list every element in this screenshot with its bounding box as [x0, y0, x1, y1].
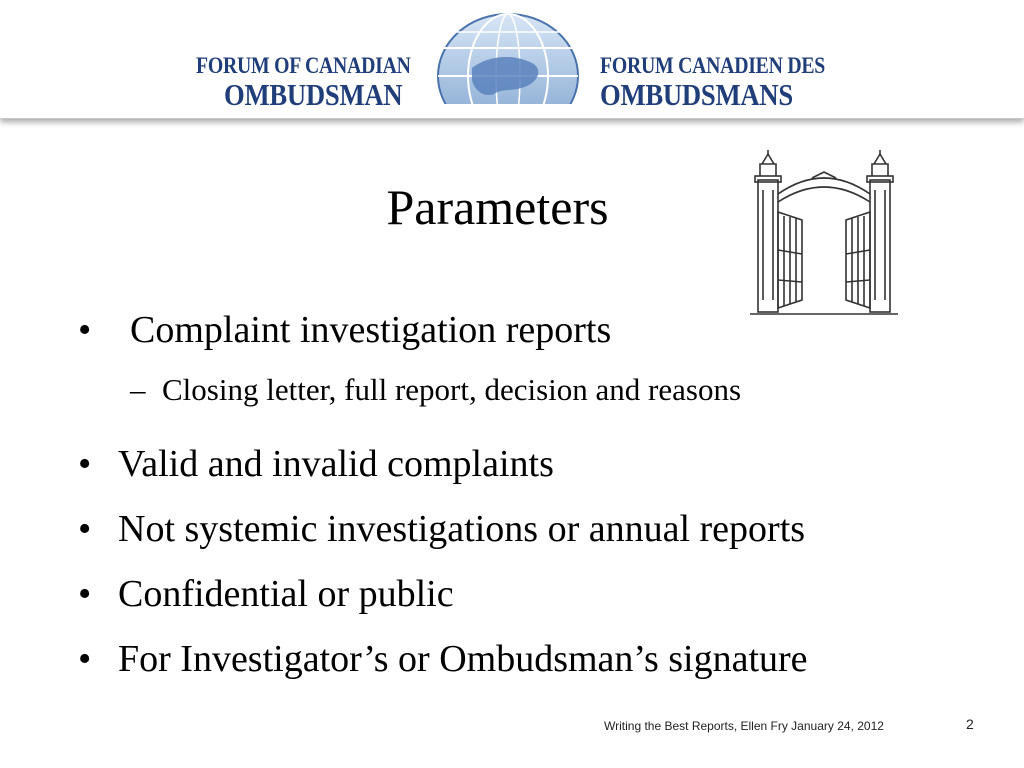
- list-item: [78, 507, 806, 551]
- list-item: [78, 637, 808, 681]
- sub-bullet-text: Closing letter, full report, decision and reasons: [162, 372, 742, 407]
- org-name-french-line1: FORUM CANADIEN DES: [600, 53, 826, 78]
- org-name-french-line2: OMBUDSMANS: [600, 77, 793, 112]
- bullet-marker: •: [78, 443, 92, 485]
- globe-icon: [432, 8, 584, 108]
- bullet-marker: •: [78, 573, 92, 615]
- bullet-marker: •: [78, 638, 92, 680]
- bullet-text: Valid and invalid complaints: [118, 443, 554, 485]
- list-item: [78, 572, 454, 616]
- footer-text: Writing the Best Reports, Ellen Fry January 24, 2012: [604, 719, 884, 733]
- page-number: 2: [966, 716, 974, 732]
- bullet-text: Complaint investigation reports: [130, 309, 612, 351]
- org-name-english-line1: FORUM OF CANADIAN: [196, 53, 411, 78]
- bullet-marker: •: [78, 309, 92, 351]
- org-name-english-line2: OMBUDSMAN: [224, 77, 403, 112]
- org-name-english: [196, 54, 446, 110]
- sub-list-item: [130, 372, 742, 408]
- list-item: [78, 308, 612, 352]
- bullet-text: For Investigator’s or Ombudsman’s signature: [118, 638, 808, 680]
- gate-icon: [750, 150, 898, 316]
- bullet-marker: •: [78, 508, 92, 550]
- bullet-text: Confidential or public: [118, 573, 454, 615]
- org-name-french: [600, 54, 862, 110]
- header-band: [0, 0, 1024, 119]
- bullet-text: Not systemic investigations or annual reports: [118, 508, 806, 550]
- slide-title: Parameters: [386, 179, 609, 235]
- sub-bullet-marker: –: [130, 372, 146, 407]
- list-item: [78, 442, 554, 486]
